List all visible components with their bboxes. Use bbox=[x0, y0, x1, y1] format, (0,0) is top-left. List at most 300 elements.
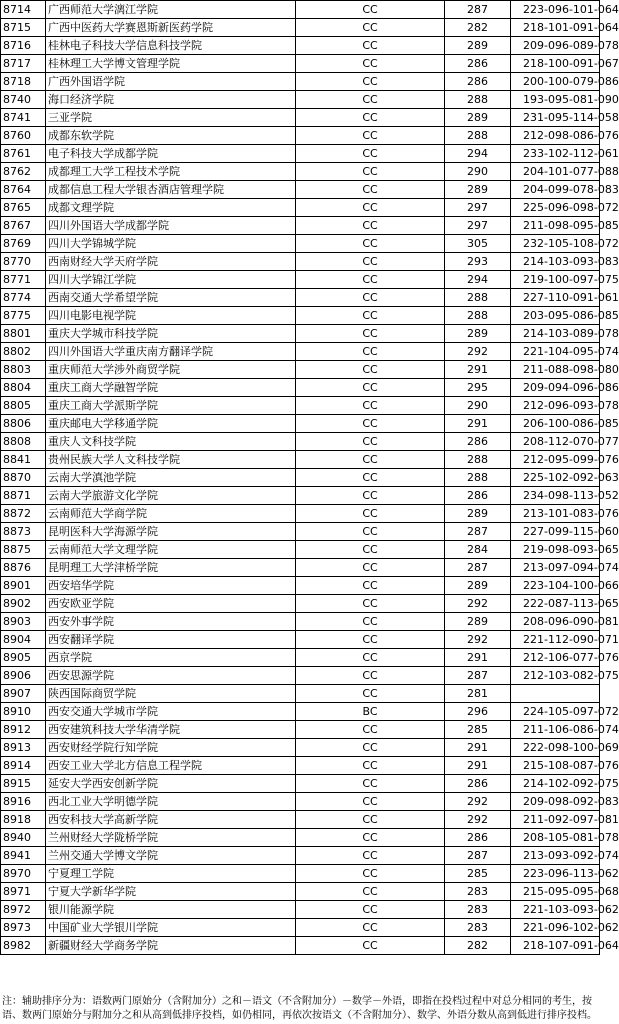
school-name-cell: 云南师范大学文理学院 bbox=[46, 541, 296, 559]
subject-group-cell: CC bbox=[296, 19, 445, 37]
school-code-cell: 8765 bbox=[1, 199, 46, 217]
min-score-cell: 281 bbox=[445, 685, 511, 703]
min-score-cell: 287 bbox=[445, 847, 511, 865]
school-name-cell: 西安培华学院 bbox=[46, 577, 296, 595]
min-score-cell: 290 bbox=[445, 163, 511, 181]
table-row bbox=[1, 883, 600, 901]
school-name-cell: 兰州财经大学陇桥学院 bbox=[46, 829, 296, 847]
subject-group-cell: CC bbox=[296, 901, 445, 919]
table-row bbox=[1, 559, 600, 577]
tiebreak-score-cell: 232-105-108-072 bbox=[511, 235, 600, 253]
tiebreak-score-cell: 214-103-093-083 bbox=[511, 253, 600, 271]
subject-group-cell: CC bbox=[296, 685, 445, 703]
school-code-cell: 8715 bbox=[1, 19, 46, 37]
min-score-cell: 292 bbox=[445, 793, 511, 811]
tiebreak-score-cell: 208-105-081-078 bbox=[511, 829, 600, 847]
tiebreak-score-cell: 231-095-114-058 bbox=[511, 109, 600, 127]
tiebreak-score-cell: 209-098-092-083 bbox=[511, 793, 600, 811]
tiebreak-score-cell: 227-099-115-060 bbox=[511, 523, 600, 541]
footnote: 注：辅助排序分为：语数两门原始分（含附加分）之和－语文（不含附加分）－数学－外语，即指在投档过程中对总分相同的考生，按语、数两门原始分与附加分之和从高到低排序投档，如仍相同，再依次按语文（不含附加分）、数学、外语分数从高到低进行排序投档。 bbox=[2, 996, 597, 1021]
school-code-cell: 8915 bbox=[1, 775, 46, 793]
subject-group-cell: CC bbox=[296, 739, 445, 757]
subject-group-cell: CC bbox=[296, 271, 445, 289]
tiebreak-score-cell: 212-103-082-075 bbox=[511, 667, 600, 685]
subject-group-cell: CC bbox=[296, 505, 445, 523]
table-row bbox=[1, 487, 600, 505]
tiebreak-score-cell: 211-106-086-074 bbox=[511, 721, 600, 739]
school-name-cell: 重庆工商大学派斯学院 bbox=[46, 397, 296, 415]
tiebreak-score-cell: 221-112-090-071 bbox=[511, 631, 600, 649]
tiebreak-score-cell: 214-102-092-075 bbox=[511, 775, 600, 793]
min-score-cell: 291 bbox=[445, 649, 511, 667]
tiebreak-score-cell: 222-087-113-065 bbox=[511, 595, 600, 613]
school-name-cell: 中国矿业大学银川学院 bbox=[46, 919, 296, 937]
school-code-cell: 8904 bbox=[1, 631, 46, 649]
subject-group-cell: CC bbox=[296, 793, 445, 811]
table-row bbox=[1, 595, 600, 613]
min-score-cell: 283 bbox=[445, 883, 511, 901]
school-name-cell: 重庆人文科技学院 bbox=[46, 433, 296, 451]
subject-group-cell: CC bbox=[296, 253, 445, 271]
school-name-cell: 新疆财经大学商务学院 bbox=[46, 937, 296, 955]
min-score-cell: 289 bbox=[445, 109, 511, 127]
subject-group-cell: CC bbox=[296, 163, 445, 181]
subject-group-cell: CC bbox=[296, 307, 445, 325]
school-name-cell: 西南财经大学天府学院 bbox=[46, 253, 296, 271]
school-code-cell: 8761 bbox=[1, 145, 46, 163]
subject-group-cell: CC bbox=[296, 649, 445, 667]
school-code-cell: 8970 bbox=[1, 865, 46, 883]
min-score-cell: 288 bbox=[445, 91, 511, 109]
table-row bbox=[1, 919, 600, 937]
tiebreak-score-cell: 221-096-102-062 bbox=[511, 919, 600, 937]
min-score-cell: 287 bbox=[445, 559, 511, 577]
school-code-cell: 8875 bbox=[1, 541, 46, 559]
school-name-cell: 桂林电子科技大学信息科技学院 bbox=[46, 37, 296, 55]
school-code-cell: 8775 bbox=[1, 307, 46, 325]
school-name-cell: 西安外事学院 bbox=[46, 613, 296, 631]
school-name-cell: 成都信息工程大学银杏酒店管理学院 bbox=[46, 181, 296, 199]
tiebreak-score-cell: 215-095-095-068 bbox=[511, 883, 600, 901]
table-row bbox=[1, 685, 600, 703]
min-score-cell: 291 bbox=[445, 361, 511, 379]
tiebreak-score-cell: 209-096-089-078 bbox=[511, 37, 600, 55]
tiebreak-score-cell: 213-101-083-076 bbox=[511, 505, 600, 523]
school-name-cell: 西北工业大学明德学院 bbox=[46, 793, 296, 811]
min-score-cell: 289 bbox=[445, 577, 511, 595]
table-row bbox=[1, 757, 600, 775]
subject-group-cell: CC bbox=[296, 55, 445, 73]
table-row bbox=[1, 325, 600, 343]
min-score-cell: 286 bbox=[445, 433, 511, 451]
subject-group-cell: CC bbox=[296, 73, 445, 91]
subject-group-cell: CC bbox=[296, 343, 445, 361]
table-row bbox=[1, 451, 600, 469]
subject-group-cell: CC bbox=[296, 577, 445, 595]
subject-group-cell: CC bbox=[296, 775, 445, 793]
tiebreak-score-cell bbox=[511, 685, 600, 703]
school-name-cell: 延安大学西安创新学院 bbox=[46, 775, 296, 793]
min-score-cell: 287 bbox=[445, 667, 511, 685]
subject-group-cell: CC bbox=[296, 145, 445, 163]
table-row bbox=[1, 865, 600, 883]
tiebreak-score-cell: 223-104-100-066 bbox=[511, 577, 600, 595]
school-code-cell: 8802 bbox=[1, 343, 46, 361]
school-name-cell: 重庆邮电大学移通学院 bbox=[46, 415, 296, 433]
tiebreak-score-cell: 212-095-099-076 bbox=[511, 451, 600, 469]
school-name-cell: 西安建筑科技大学华清学院 bbox=[46, 721, 296, 739]
subject-group-cell: CC bbox=[296, 199, 445, 217]
min-score-cell: 286 bbox=[445, 775, 511, 793]
subject-group-cell: CC bbox=[296, 289, 445, 307]
school-code-cell: 8903 bbox=[1, 613, 46, 631]
min-score-cell: 282 bbox=[445, 937, 511, 955]
school-name-cell: 宁夏理工学院 bbox=[46, 865, 296, 883]
subject-group-cell: CC bbox=[296, 1, 445, 19]
school-name-cell: 重庆师范大学涉外商贸学院 bbox=[46, 361, 296, 379]
subject-group-cell: CC bbox=[296, 919, 445, 937]
subject-group-cell: CC bbox=[296, 325, 445, 343]
min-score-cell: 286 bbox=[445, 829, 511, 847]
table-row bbox=[1, 577, 600, 595]
subject-group-cell: CC bbox=[296, 397, 445, 415]
school-code-cell: 8740 bbox=[1, 91, 46, 109]
table-row bbox=[1, 271, 600, 289]
subject-group-cell: CC bbox=[296, 883, 445, 901]
subject-group-cell: CC bbox=[296, 433, 445, 451]
school-name-cell: 云南大学滇池学院 bbox=[46, 469, 296, 487]
subject-group-cell: CC bbox=[296, 217, 445, 235]
table-row bbox=[1, 127, 600, 145]
school-code-cell: 8806 bbox=[1, 415, 46, 433]
school-name-cell: 西安工业大学北方信息工程学院 bbox=[46, 757, 296, 775]
subject-group-cell: CC bbox=[296, 451, 445, 469]
tiebreak-score-cell: 234-098-113-052 bbox=[511, 487, 600, 505]
tiebreak-score-cell: 211-098-095-085 bbox=[511, 217, 600, 235]
tiebreak-score-cell: 221-104-095-074 bbox=[511, 343, 600, 361]
school-code-cell: 8918 bbox=[1, 811, 46, 829]
school-name-cell: 广西中医药大学赛恩斯新医药学院 bbox=[46, 19, 296, 37]
table-row bbox=[1, 829, 600, 847]
school-name-cell: 电子科技大学成都学院 bbox=[46, 145, 296, 163]
tiebreak-score-cell: 200-100-079-086 bbox=[511, 73, 600, 91]
tiebreak-score-cell: 225-096-098-072 bbox=[511, 199, 600, 217]
school-code-cell: 8905 bbox=[1, 649, 46, 667]
min-score-cell: 288 bbox=[445, 127, 511, 145]
table-row bbox=[1, 19, 600, 37]
tiebreak-score-cell: 218-107-091-064 bbox=[511, 937, 600, 955]
min-score-cell: 287 bbox=[445, 1, 511, 19]
table-row bbox=[1, 469, 600, 487]
school-code-cell: 8973 bbox=[1, 919, 46, 937]
tiebreak-score-cell: 224-105-097-072 bbox=[511, 703, 600, 721]
min-score-cell: 292 bbox=[445, 811, 511, 829]
school-code-cell: 8940 bbox=[1, 829, 46, 847]
min-score-cell: 293 bbox=[445, 253, 511, 271]
min-score-cell: 297 bbox=[445, 217, 511, 235]
subject-group-cell: CC bbox=[296, 631, 445, 649]
school-name-cell: 西安思源学院 bbox=[46, 667, 296, 685]
school-name-cell: 重庆大学城市科技学院 bbox=[46, 325, 296, 343]
school-code-cell: 8771 bbox=[1, 271, 46, 289]
min-score-cell: 292 bbox=[445, 343, 511, 361]
min-score-cell: 285 bbox=[445, 865, 511, 883]
table-row bbox=[1, 541, 600, 559]
subject-group-cell: CC bbox=[296, 613, 445, 631]
school-code-cell: 8872 bbox=[1, 505, 46, 523]
min-score-cell: 288 bbox=[445, 469, 511, 487]
min-score-cell: 283 bbox=[445, 919, 511, 937]
min-score-cell: 291 bbox=[445, 415, 511, 433]
min-score-cell: 287 bbox=[445, 523, 511, 541]
school-code-cell: 8841 bbox=[1, 451, 46, 469]
subject-group-cell: CC bbox=[296, 721, 445, 739]
subject-group-cell: CC bbox=[296, 523, 445, 541]
school-code-cell: 8870 bbox=[1, 469, 46, 487]
subject-group-cell: CC bbox=[296, 181, 445, 199]
table-row bbox=[1, 847, 600, 865]
table-row bbox=[1, 631, 600, 649]
school-code-cell: 8902 bbox=[1, 595, 46, 613]
subject-group-cell: CC bbox=[296, 361, 445, 379]
subject-group-cell: CC bbox=[296, 379, 445, 397]
school-code-cell: 8760 bbox=[1, 127, 46, 145]
tiebreak-score-cell: 223-096-101-064 bbox=[511, 1, 600, 19]
subject-group-cell: CC bbox=[296, 811, 445, 829]
school-code-cell: 8769 bbox=[1, 235, 46, 253]
min-score-cell: 288 bbox=[445, 451, 511, 469]
school-code-cell: 8762 bbox=[1, 163, 46, 181]
table-row bbox=[1, 721, 600, 739]
school-code-cell: 8717 bbox=[1, 55, 46, 73]
table-row bbox=[1, 523, 600, 541]
tiebreak-score-cell: 218-100-091-067 bbox=[511, 55, 600, 73]
school-code-cell: 8982 bbox=[1, 937, 46, 955]
school-name-cell: 西安翻译学院 bbox=[46, 631, 296, 649]
min-score-cell: 286 bbox=[445, 55, 511, 73]
tiebreak-score-cell: 193-095-081-090 bbox=[511, 91, 600, 109]
min-score-cell: 294 bbox=[445, 271, 511, 289]
min-score-cell: 289 bbox=[445, 613, 511, 631]
subject-group-cell: CC bbox=[296, 469, 445, 487]
table-row bbox=[1, 775, 600, 793]
tiebreak-score-cell: 211-092-097-081 bbox=[511, 811, 600, 829]
table-row bbox=[1, 37, 600, 55]
table-row bbox=[1, 289, 600, 307]
school-code-cell: 8971 bbox=[1, 883, 46, 901]
school-code-cell: 8716 bbox=[1, 37, 46, 55]
school-name-cell: 重庆工商大学融智学院 bbox=[46, 379, 296, 397]
table-row bbox=[1, 397, 600, 415]
table-row bbox=[1, 235, 600, 253]
tiebreak-score-cell: 209-094-096-086 bbox=[511, 379, 600, 397]
school-code-cell: 8907 bbox=[1, 685, 46, 703]
school-name-cell: 西安财经学院行知学院 bbox=[46, 739, 296, 757]
tiebreak-score-cell: 212-098-086-076 bbox=[511, 127, 600, 145]
subject-group-cell: CC bbox=[296, 865, 445, 883]
min-score-cell: 289 bbox=[445, 505, 511, 523]
tiebreak-score-cell: 211-088-098-080 bbox=[511, 361, 600, 379]
table-row bbox=[1, 55, 600, 73]
tiebreak-score-cell: 233-102-112-061 bbox=[511, 145, 600, 163]
table-row bbox=[1, 217, 600, 235]
min-score-cell: 289 bbox=[445, 325, 511, 343]
school-name-cell: 西安科技大学高新学院 bbox=[46, 811, 296, 829]
min-score-cell: 285 bbox=[445, 721, 511, 739]
school-name-cell: 广西师范大学漓江学院 bbox=[46, 1, 296, 19]
school-code-cell: 8808 bbox=[1, 433, 46, 451]
school-code-cell: 8774 bbox=[1, 289, 46, 307]
school-code-cell: 8941 bbox=[1, 847, 46, 865]
subject-group-cell: CC bbox=[296, 559, 445, 577]
table-row bbox=[1, 793, 600, 811]
school-name-cell: 西南交通大学希望学院 bbox=[46, 289, 296, 307]
min-score-cell: 297 bbox=[445, 199, 511, 217]
school-name-cell: 昆明医科大学海源学院 bbox=[46, 523, 296, 541]
school-code-cell: 8871 bbox=[1, 487, 46, 505]
table-row bbox=[1, 703, 600, 721]
school-code-cell: 8741 bbox=[1, 109, 46, 127]
table-row bbox=[1, 199, 600, 217]
school-name-cell: 成都理工大学工程技术学院 bbox=[46, 163, 296, 181]
min-score-cell: 292 bbox=[445, 631, 511, 649]
subject-group-cell: CC bbox=[296, 667, 445, 685]
school-code-cell: 8873 bbox=[1, 523, 46, 541]
tiebreak-score-cell: 206-100-086-085 bbox=[511, 415, 600, 433]
min-score-cell: 288 bbox=[445, 289, 511, 307]
tiebreak-score-cell: 225-102-092-063 bbox=[511, 469, 600, 487]
table-row bbox=[1, 901, 600, 919]
table-row bbox=[1, 739, 600, 757]
table-row bbox=[1, 433, 600, 451]
subject-group-cell: CC bbox=[296, 109, 445, 127]
min-score-cell: 284 bbox=[445, 541, 511, 559]
school-name-cell: 贵州民族大学人文科技学院 bbox=[46, 451, 296, 469]
school-code-cell: 8876 bbox=[1, 559, 46, 577]
school-name-cell: 四川外国语大学成都学院 bbox=[46, 217, 296, 235]
school-name-cell: 陕西国际商贸学院 bbox=[46, 685, 296, 703]
school-code-cell: 8803 bbox=[1, 361, 46, 379]
school-code-cell: 8912 bbox=[1, 721, 46, 739]
school-code-cell: 8901 bbox=[1, 577, 46, 595]
school-name-cell: 云南大学旅游文化学院 bbox=[46, 487, 296, 505]
school-code-cell: 8914 bbox=[1, 757, 46, 775]
min-score-cell: 286 bbox=[445, 487, 511, 505]
school-name-cell: 成都文理学院 bbox=[46, 199, 296, 217]
min-score-cell: 295 bbox=[445, 379, 511, 397]
table-row bbox=[1, 343, 600, 361]
tiebreak-score-cell: 213-093-092-074 bbox=[511, 847, 600, 865]
table-row bbox=[1, 379, 600, 397]
table-row bbox=[1, 253, 600, 271]
min-score-cell: 305 bbox=[445, 235, 511, 253]
school-name-cell: 广西外国语学院 bbox=[46, 73, 296, 91]
tiebreak-score-cell: 204-101-077-088 bbox=[511, 163, 600, 181]
table-row bbox=[1, 1, 600, 19]
subject-group-cell: CC bbox=[296, 829, 445, 847]
tiebreak-score-cell: 203-095-086-085 bbox=[511, 307, 600, 325]
subject-group-cell: CC bbox=[296, 541, 445, 559]
school-name-cell: 成都东软学院 bbox=[46, 127, 296, 145]
tiebreak-score-cell: 221-103-093-062 bbox=[511, 901, 600, 919]
school-name-cell: 西安欧亚学院 bbox=[46, 595, 296, 613]
tiebreak-score-cell: 223-096-113-062 bbox=[511, 865, 600, 883]
school-code-cell: 8767 bbox=[1, 217, 46, 235]
subject-group-cell: CC bbox=[296, 937, 445, 955]
school-code-cell: 8804 bbox=[1, 379, 46, 397]
school-code-cell: 8906 bbox=[1, 667, 46, 685]
tiebreak-score-cell: 218-101-091-064 bbox=[511, 19, 600, 37]
tiebreak-score-cell: 208-096-090-081 bbox=[511, 613, 600, 631]
school-name-cell: 兰州交通大学博文学院 bbox=[46, 847, 296, 865]
school-code-cell: 8764 bbox=[1, 181, 46, 199]
school-name-cell: 桂林理工大学博文管理学院 bbox=[46, 55, 296, 73]
school-code-cell: 8801 bbox=[1, 325, 46, 343]
school-code-cell: 8916 bbox=[1, 793, 46, 811]
school-code-cell: 8714 bbox=[1, 1, 46, 19]
subject-group-cell: CC bbox=[296, 847, 445, 865]
subject-group-cell: CC bbox=[296, 127, 445, 145]
table-row bbox=[1, 613, 600, 631]
subject-group-cell: CC bbox=[296, 37, 445, 55]
tiebreak-score-cell: 214-103-089-078 bbox=[511, 325, 600, 343]
subject-group-cell: CC bbox=[296, 757, 445, 775]
table-row bbox=[1, 91, 600, 109]
school-code-cell: 8913 bbox=[1, 739, 46, 757]
subject-group-cell: CC bbox=[296, 235, 445, 253]
min-score-cell: 292 bbox=[445, 595, 511, 613]
school-name-cell: 三亚学院 bbox=[46, 109, 296, 127]
tiebreak-score-cell: 212-106-077-076 bbox=[511, 649, 600, 667]
min-score-cell: 289 bbox=[445, 181, 511, 199]
school-name-cell: 昆明理工大学津桥学院 bbox=[46, 559, 296, 577]
min-score-cell: 283 bbox=[445, 901, 511, 919]
tiebreak-score-cell: 215-108-087-076 bbox=[511, 757, 600, 775]
school-name-cell: 西安交通大学城市学院 bbox=[46, 703, 296, 721]
subject-group-cell: CC bbox=[296, 91, 445, 109]
table-row bbox=[1, 811, 600, 829]
table-row bbox=[1, 649, 600, 667]
table-row bbox=[1, 361, 600, 379]
min-score-cell: 296 bbox=[445, 703, 511, 721]
tiebreak-score-cell: 213-097-094-074 bbox=[511, 559, 600, 577]
min-score-cell: 288 bbox=[445, 307, 511, 325]
table-row bbox=[1, 145, 600, 163]
table-row bbox=[1, 73, 600, 91]
table-row bbox=[1, 307, 600, 325]
tiebreak-score-cell: 219-098-093-065 bbox=[511, 541, 600, 559]
table-row bbox=[1, 415, 600, 433]
subject-group-cell: CC bbox=[296, 595, 445, 613]
subject-group-cell: CC bbox=[296, 415, 445, 433]
min-score-cell: 286 bbox=[445, 73, 511, 91]
tiebreak-score-cell: 222-098-100-069 bbox=[511, 739, 600, 757]
min-score-cell: 291 bbox=[445, 757, 511, 775]
school-name-cell: 西京学院 bbox=[46, 649, 296, 667]
table-row bbox=[1, 181, 600, 199]
table-row bbox=[1, 163, 600, 181]
school-code-cell: 8910 bbox=[1, 703, 46, 721]
table-row bbox=[1, 109, 600, 127]
min-score-cell: 282 bbox=[445, 19, 511, 37]
subject-group-cell: BC bbox=[296, 703, 445, 721]
tiebreak-score-cell: 219-100-097-075 bbox=[511, 271, 600, 289]
school-name-cell: 四川外国语大学重庆南方翻译学院 bbox=[46, 343, 296, 361]
table-body bbox=[1, 1, 619, 955]
school-code-cell: 8770 bbox=[1, 253, 46, 271]
school-name-cell: 云南师范大学商学院 bbox=[46, 505, 296, 523]
school-name-cell: 四川大学锦江学院 bbox=[46, 271, 296, 289]
